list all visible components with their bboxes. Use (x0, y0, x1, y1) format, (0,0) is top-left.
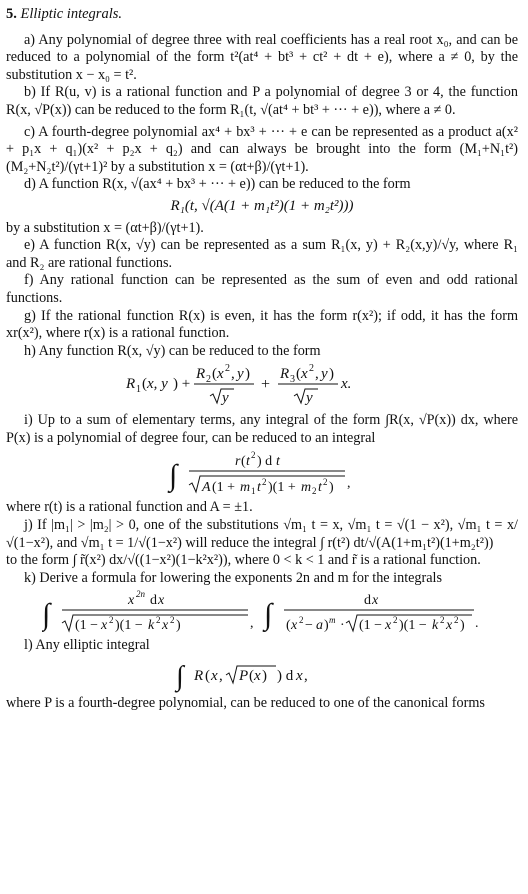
svg-text:2: 2 (206, 374, 211, 386)
svg-text:.: . (475, 616, 479, 632)
svg-text:∫: ∫ (176, 661, 184, 693)
svg-text:2: 2 (262, 477, 267, 488)
item-e: e) A function R(x, √y) can be represented as a sum R₁(x, y) + R₂(x,y)/√y, where R₁ and R₂ are rational functions. (6, 237, 518, 271)
formula-i (6, 447, 518, 499)
svg-text:m: m (240, 480, 251, 496)
formula-h-svg (122, 360, 402, 408)
svg-text:x: x (291, 618, 298, 634)
svg-text:) +: ) + (173, 376, 191, 393)
formula-l (6, 655, 518, 695)
svg-text:(: ( (286, 618, 291, 634)
svg-text:2: 2 (251, 450, 256, 461)
svg-text:∫: ∫ (264, 598, 273, 632)
svg-text:y: y (222, 390, 229, 407)
svg-text:y: y (237, 366, 244, 383)
section-number: 5. (6, 6, 17, 22)
svg-text:x: x (101, 618, 108, 634)
svg-text:(1 −: (1 − (359, 618, 383, 634)
svg-text:2: 2 (299, 615, 304, 626)
svg-text:): ) (324, 618, 329, 634)
svg-text:2: 2 (312, 486, 317, 497)
item-a: a) Any polynomial of degree three with real coefficients has a real root x₀, and can be reduced to a polynomial of the form t²(at⁴ + bt³ + ct² + dt + e), where a ≠ 0, by the substitution x − x₀ = t². (6, 31, 518, 83)
svg-text:R: R (280, 366, 290, 383)
svg-text:x: x (254, 668, 261, 685)
svg-text:x, y: x, y (147, 376, 168, 393)
svg-text:A: A (202, 480, 211, 496)
svg-text:2: 2 (109, 615, 114, 626)
svg-text:y: y (306, 390, 313, 407)
item-i: i) Up to a sum of elementary terms, any integral of the form ∫R(x, √P(x)) dx, where P(x) is a polynomial of degree four, can be reduced to an integral (6, 412, 518, 446)
svg-text:x: x (385, 618, 392, 634)
svg-text:r: r (235, 454, 241, 470)
svg-text:1: 1 (251, 486, 256, 497)
svg-text:y: y (321, 366, 328, 383)
svg-text:t: t (246, 454, 250, 470)
svg-text:,: , (347, 476, 351, 492)
svg-text:2: 2 (440, 615, 445, 626)
svg-text:k: k (148, 618, 155, 634)
item-l-outro: where P is a fourth-degree polynomial, can be reduced to one of the canonical forms (6, 695, 485, 712)
svg-text:2: 2 (225, 363, 230, 375)
svg-text:): ) (262, 668, 267, 685)
svg-text:t: t (318, 480, 322, 496)
svg-text:a: a (316, 618, 323, 634)
svg-text:(: ( (249, 668, 254, 685)
svg-text:(1 −: (1 − (75, 618, 99, 634)
svg-text:2: 2 (323, 477, 328, 488)
svg-text:,: , (315, 366, 319, 383)
svg-text:2: 2 (156, 615, 161, 626)
svg-text:(: ( (212, 366, 217, 383)
svg-text:,: , (231, 366, 235, 383)
svg-text:x: x (296, 668, 303, 685)
svg-text:): ) (176, 618, 181, 634)
svg-text:): ) (329, 366, 334, 383)
svg-text:): ) (245, 366, 250, 383)
svg-text:∫: ∫ (169, 459, 178, 493)
svg-text:)(1 +: )(1 + (268, 480, 296, 496)
svg-text:) d: ) d (277, 668, 294, 685)
svg-text:t: t (257, 480, 261, 496)
svg-text:R: R (196, 366, 206, 383)
svg-text:R: R (126, 376, 136, 393)
svg-text:): ) (329, 480, 334, 496)
svg-text:R: R (194, 668, 204, 685)
item-b: b) If R(u, v) is a rational function and P a polynomial of degree 3 or 4, the function R(x, √P(x)) can be reduced to the form R₁(t, √(at⁴ + bt³ + ··· + e)), where a ≠ 0. (6, 84, 518, 118)
svg-text:m: m (301, 480, 312, 496)
section-heading (6, 6, 518, 24)
svg-text:(: ( (296, 366, 301, 383)
item-d-intro: d) A function R(x, √(ax⁴ + bx³ + ··· + e)) can be reduced to the form (24, 176, 411, 193)
item-k: k) Derive a formula for lowering the exponents 2n and m for the integrals (24, 569, 443, 586)
svg-text:(1 +: (1 + (212, 480, 236, 496)
item-h: h) Any function R(x, √y) can be reduced to the form (24, 342, 321, 359)
svg-text:2: 2 (309, 363, 314, 375)
svg-text:1: 1 (136, 384, 141, 396)
formula-i-svg (167, 447, 357, 499)
svg-text:x: x (162, 618, 169, 634)
item-f: f) Any rational function can be represented as the sum of even and odd rational functions. (6, 272, 518, 306)
svg-text:)(1 −: )(1 − (399, 618, 427, 634)
formula-h (6, 360, 518, 408)
svg-text:·: · (340, 618, 345, 634)
section-title: Elliptic integrals. (20, 6, 122, 22)
svg-text:+: + (261, 376, 271, 394)
svg-text:x.: x. (341, 376, 352, 393)
svg-text:)(1 −: )(1 − (115, 618, 143, 634)
svg-text:∫: ∫ (42, 598, 51, 632)
item-i-outro: where r(t) is a rational function and A = ±1. (6, 499, 253, 516)
formula-k (6, 587, 518, 637)
formula-k-svg (42, 587, 482, 637)
svg-text:2: 2 (170, 615, 175, 626)
svg-text:3: 3 (290, 374, 295, 386)
item-j: j) If |m₁| > |m₂| > 0, one of the substitutions √m₁ t = x, √m₁ t = √(1 − x²), √m₁ t = x/√(1−x²), and √m₁ t = 1/√(1−x²) will reduce the integral ∫ r(t²) dt/√(A(1+m₁t²)(1+m₂t²)) (6, 517, 518, 551)
svg-text:2: 2 (393, 615, 398, 626)
svg-text:P: P (239, 668, 249, 685)
formula-d-text: R₁(t, √(A(1 + m₁t²)(1 + m₂t²))) (170, 197, 354, 214)
formula-l-svg (172, 655, 352, 695)
svg-text:x: x (211, 668, 218, 685)
svg-text:t: t (276, 454, 280, 470)
svg-text:x: x (217, 366, 224, 383)
item-j-outro: to the form ∫ r̃(x²) dx/√((1−x²)(1−k²x²)), where 0 < k < 1 and r̃ is a rational function. (6, 552, 481, 569)
svg-text:x: x (128, 593, 135, 609)
formula-d (6, 198, 518, 216)
svg-text:(: ( (142, 376, 147, 393)
svg-text:,: , (219, 668, 223, 685)
item-g: g) If the rational function R(x) is even, it has the form r(x²); if odd, it has the form xr(x²), where r(x) is a rational function. (6, 307, 518, 342)
svg-text:(: ( (205, 668, 210, 685)
svg-text:): ) (460, 618, 465, 634)
svg-text:x: x (446, 618, 453, 634)
svg-text:−: − (305, 618, 313, 634)
svg-text:m: m (329, 615, 336, 626)
item-d-outro: by a substitution x = (αt+β)/(γt+1). (6, 219, 204, 236)
item-c: c) A fourth-degree polynomial ax⁴ + bx³ + ··· + e can be represented as a product a(x² + p₁x + q₁)(x² + p₂x + q₂) and can always be brought into the form (M₁+N₁t²)(M₂+N₂t²)/(γt+1)² by a substitution x = (αt+β)/(γt+1). (6, 123, 518, 175)
svg-text:(: ( (241, 454, 246, 470)
svg-text:) d: ) d (257, 454, 273, 470)
svg-text:,: , (304, 668, 308, 685)
svg-text:x: x (158, 593, 165, 609)
svg-text:x: x (372, 593, 379, 609)
svg-text:2n: 2n (136, 589, 145, 600)
svg-text:k: k (432, 618, 439, 634)
svg-text:x: x (301, 366, 308, 383)
svg-text:2: 2 (454, 615, 459, 626)
svg-text:,: , (250, 616, 254, 632)
item-l: l) Any elliptic integral (24, 637, 150, 654)
svg-text:d: d (364, 593, 371, 609)
svg-text:d: d (150, 593, 157, 609)
